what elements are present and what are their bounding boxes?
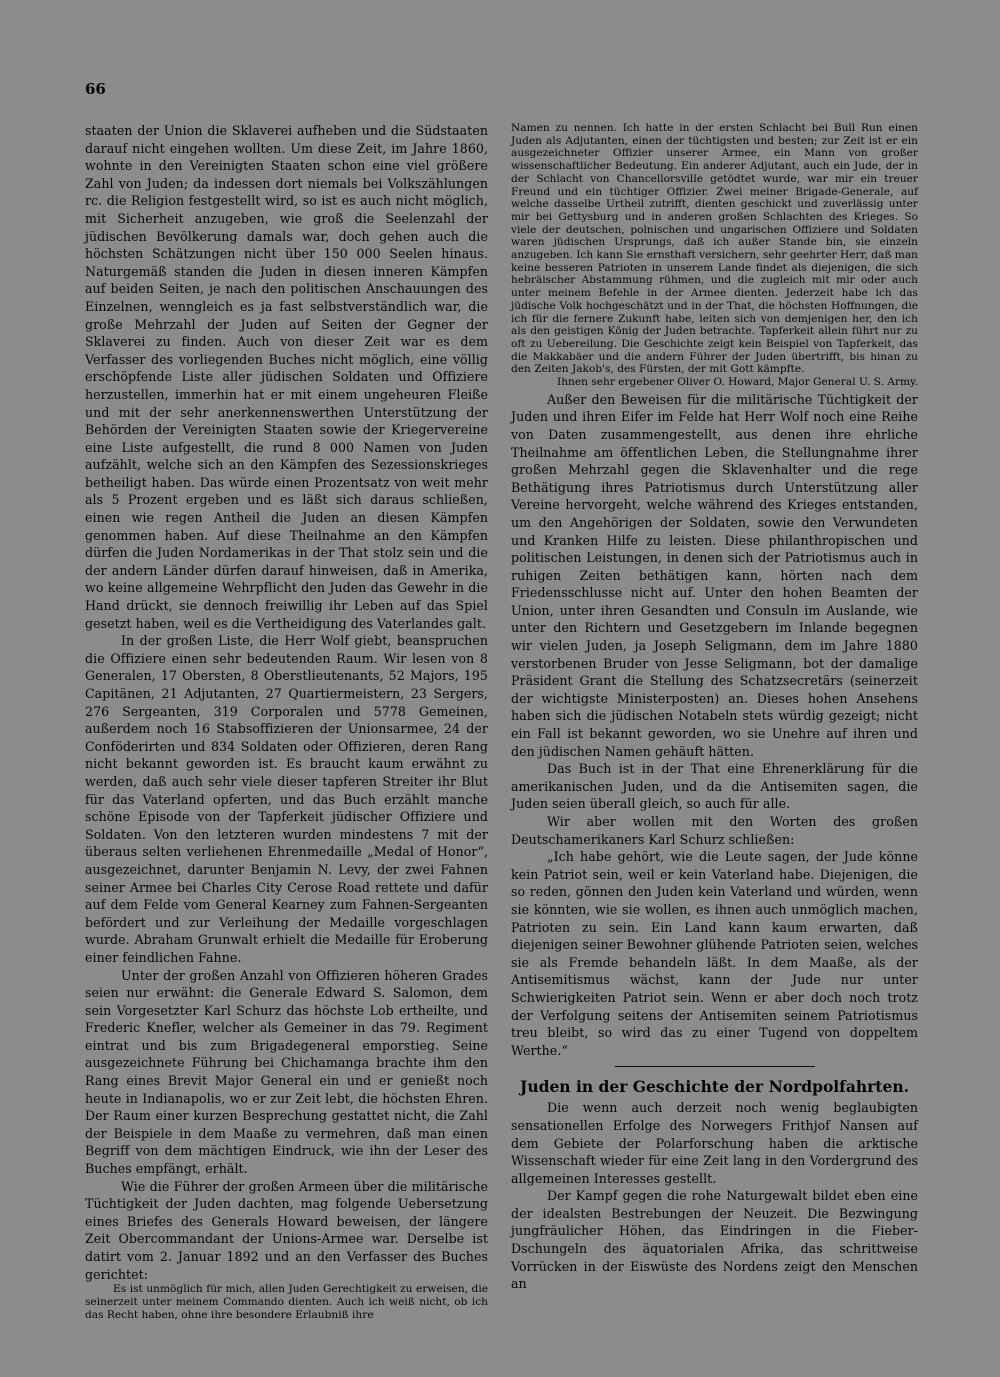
paragraph: Das Buch ist in der That eine Ehrenerklärung für die amerikanischen Juden, und da die Antisemiten sagen, die Juden seien überall gleich, so auch für alle. <box>511 761 918 812</box>
paragraph: staaten der Union die Sklaverei aufheben und die Südstaaten darauf nicht eingehen wollten. Um diese Zeit, im Jahre 1860, wohnte in den Vereinigten Staaten schon eine viel größere Zahl von Juden; da indessen dort niemals bei Volkszählungen rc. die Religion festgestellt wird, so ist es auch nicht möglich, mit Sicherheit anzugeben, wie groß die Seelenzahl der jüdischen Bevölkerung damals war, doch gehen auch die höchsten Schätzungen nicht über 150 000 Seelen hinaus. Naturgemäß standen die Juden in diesen inneren Kämpfen auf beiden Seiten, je nach den politischen Anschauungen des Einzelnen, wenngleich es ja fast selbstverständlich war, die große Mehrzahl der Juden auf Seiten der Gegner der Sklaverei zu finden. Auch von dieser Zeit war es dem Verfasser des vorliegenden Buches nicht möglich, eine völlig erschöpfende Liste aller jüdischen Soldaten und Offiziere herzustellen, immerhin hat er mit einem ungeheuren Fleiße und mit der sehr anerkennenswerthen Unterstützung der Behörden der Vereinigten Staaten sowie der Kriegervereine eine Liste aufgestellt, die rund 8 000 Namen von Juden aufzählt, welche sich an den Kämpfen des Sezessionskrieges betheiligt haben. Das würde einen Prozentsatz von weit mehr als 5 Prozent ergeben und es läßt sich daraus schließen, einen wie regen Antheil die Juden an diesen Kämpfen genommen haben. Auf diese Theilnahme an den Kämpfen dürfen die Juden Nordamerikas in der That stolz sein und die der andern Länder dürfen darauf hinweisen, daß in Amerika, wo keine allgemeine Wehrpflicht den Juden das Gewehr in die Hand drückt, sie dennoch freiwillig ihr Leben auf das Spiel gesetzt haben, weil es die Vertheidigung des Vaterlandes galt. <box>85 123 488 631</box>
paragraph: Unter der großen Anzahl von Offizieren höheren Grades seien nur erwähnt: die Generale Edward S. Salomon, dem sein Vorgesetzter Karl Schurz das höchste Lob ertheilte, und Frederic Knefler, welcher als Gemeiner in das 79. Regiment eintrat und bis zum Brigadegeneral emporstieg. Seine ausgezeichnete Führung bei Chichamanga brachte ihm den Rang eines Brevit Major General ein und er genießt noch heute in Indianapolis, wo er zur Zeit lebt, die höchsten Ehren. Der Raum einer kurzen Besprechung gestattet nicht, die Zahl der Beispiele in dem Maaße zu vermehren, daß man einen Begriff von dem mächtigen Eindruck, wie ihn der Leser des Buches empfängt, erhält. <box>85 967 488 1177</box>
paragraph: Wir aber wollen mit den Worten des großen Deutschamerikaners Karl Schurz schließen: <box>511 814 918 847</box>
section-divider <box>615 1066 815 1067</box>
paragraph: Außer den Beweisen für die militärische Tüchtigkeit der Juden und ihren Eifer im Felde hat Herr Wolf noch eine Reihe von Daten zusammengestellt, aus denen ihre ehrliche Theilnahme am öffentlichen Leben, die Stellungnahme ihrer großen Mehrzahl gegen die Sklavenhalter und die rege Bethätigung ihres Patriotismus durch Unterstützung aller Vereine hervorgeht, welche während des Krieges entstanden, um den Angehörigen der Soldaten, sowie den Verwundeten und Kranken Hilfe zu leisten. Diese philanthropischen und politischen Leistungen, in denen sich der Patriotismus auch in ruhigen Zeiten bethätigen kann, hörten nach dem Friedensschlusse nicht auf. Unter den hohen Beamten der Union, unter ihren Gesandten und Consuln im Auslande, wie unter den Richtern und Gesetzgebern im Inlande begegnen wir vielen Juden, ja Joseph Seligmann, dem im Jahre 1880 verstorbenen Bruder von Jesse Seligmann, bot der damalige Präsident Grant die Stellung des Schatzsecretärs (seinerzeit der wichtigste Ministerposten) an. Dieses hohen Ansehens haben sich die jüdischen Notabeln stets würdig gezeigt; nicht ein Fall ist bekannt geworden, wo sie Unehre auf ihren und den jüdischen Namen gehäuft hätten. <box>511 391 918 759</box>
letter-text: Namen zu nennen. Ich hatte in der ersten Schlacht bei Bull Run einen Juden als Adjutanten, einen der tüchtigsten und besten; zur Zeit ist er ein ausgezeichneter Offizier unserer Armee, ein Mann von großer wissenschaftlicher Bedeutung. Ein anderer Adjutant, auch ein Jude, der in der Schlacht von Chancellorsville getödtet wurde, war mir ein treuer Freund und ein tüchtiger Offizier. Zwei meiner Brigade-Generale, auf welche dasselbe Urtheil zutrifft, dienten geschickt und zuverlässig unter mir bei Gettysburg und in anderen großen Schlachten des Krieges. So viele der deutschen, polnischen und ungarischen Offiziere und Soldaten waren jüdischen Ursprungs, daß ich außer Stande bin, sie einzeln anzugeben. Ich kann Sie ernsthaft versichern, sehr geehrter Herr, daß man keine besseren Patrioten in unserem Lande findet als diejenigen, die sich hebräischer Abstammung rühmen, und die zugleich mit mir oder auch unter meinem Befehle in der Armee dienten. Jederzeit habe ich das jüdische Volk hochgeschätzt und in der That, die höchsten Hoffnungen, die ich für die fernere Zukunft habe, leiten sich von demjenigen her, den ich als den geistigen König der Juden betrachte. Tapferkeit allein führt nur zu oft zu Uebereilung. Die Geschichte zeigt kein Beispiel von Tapferkeit, das die Makkabäer und die andern Führer der Juden übertrifft, bis hinan zu den Zeiten Jakob's, des Fürsten, der mit Gott kämpfte. <box>511 122 918 376</box>
paragraph: Wie die Führer der großen Armeen über die militärische Tüchtigkeit der Juden dachten, mag folgende Uebersetzung eines Briefes des Generals Howard beweisen, der längere Zeit Obercommandant der Unions-Armee war. Derselbe ist datirt vom 2. Januar 1892 und an den Verfasser des Buches gerichtet: <box>85 1178 488 1282</box>
page-number: 66 <box>85 80 106 98</box>
quote-paragraph: „Ich habe gehört, wie die Leute sagen, der Jude könne kein Patriot sein, weil er kein Vaterland habe. Diejenigen, die so reden, gönnen den Juden kein Vaterland und würden, wenn sie könnten, wie sie wollen, es ihnen auch unmöglich machen, Patrioten zu sein. Ein Land kann kaum erwarten, daß diejenigen seiner Bewohner glühende Patrioten seien, welches sie als Fremde behandeln läßt. In dem Maaße, als der Antisemitismus wächst, kann der Jude nur unter Schwierigkeiten Patriot sein. Wenn er aber doch noch trotz der Verfolgung seitens der Antisemiten seinem Patriotismus treu bleibt, so wird das zu einer Tugend von doppeltem Werthe.“ <box>511 849 918 1058</box>
paragraph: Der Kampf gegen die rohe Naturgewalt bildet eben eine der idealsten Bestrebungen der Neuzeit. Die Bezwingung jungfräulicher Höhen, das Eindringen in die Fieber-Dschungeln des äquatorialen Afrika, das schrittweise Vorrücken in der Eiswüste des Nordens zeigt den Menschen an <box>511 1188 918 1292</box>
paragraph: Die wenn auch derzeit noch wenig beglaubigten sensationellen Erfolge des Norwegers Frithjof Nansen auf dem Gebiete der Polarforschung haben die arktische Wissenschaft wieder für eine Zeit lang in den Vordergrund des allgemeinen Interesses gestellt. <box>511 1100 918 1186</box>
letter-signature: Ihnen sehr ergebener Oliver O. Howard, Major General U. S. Army. <box>557 376 918 389</box>
left-column <box>85 122 488 1321</box>
right-column <box>511 122 918 1293</box>
letter-text: Es ist unmöglich für mich, allen Juden Gerechtigkeit zu erweisen, die seinerzeit unter meinem Commando dienten. Auch ich weiß nicht, ob ich das Recht haben, ohne ihre besondere Erlaubniß ihre <box>85 1283 488 1321</box>
paragraph: In der großen Liste, die Herr Wolf giebt, beanspruchen die Offiziere einen sehr bedeutenden Raum. Wir lesen von 8 Generalen, 17 Obersten, 8 Oberstlieutenants, 52 Majors, 195 Capitänen, 21 Adjutanten, 27 Quartiermeistern, 23 Sergers, 276 Sergeanten, 319 Corporalen und 5778 Gemeinen, außerdem noch 16 Stabsoffizieren der Unionsarmee, 24 der Conföderirten und 834 Soldaten oder Offizieren, deren Rang nicht bekannt geworden ist. Es braucht kaum erwähnt zu werden, daß auch sehr viele dieser tapferen Streiter ihr Blut für das Vaterland opferten, und das Buch erzählt manche schöne Episode von der Tapferkeit jüdischer Offiziere und Soldaten. Von den letzteren wurden mindestens 7 mit der überaus selten verliehenen Ehrenmedaille „Medal of Honor“, ausgezeichnet, darunter Benjamin N. Levy, der zwei Fahnen seiner Armee bei Charles City Cerose Road rettete und dafür auf dem Felde vom General Kearney zum Fahnen-Sergeanten befördert und zur Verleihung der Medaille vorgeschlagen wurde. Abraham Grunwalt erhielt die Medaille für Eroberung einer feindlichen Fahne. <box>85 633 488 965</box>
section-heading: Juden in der Geschichte der Nordpolfahrten. <box>520 1077 909 1097</box>
